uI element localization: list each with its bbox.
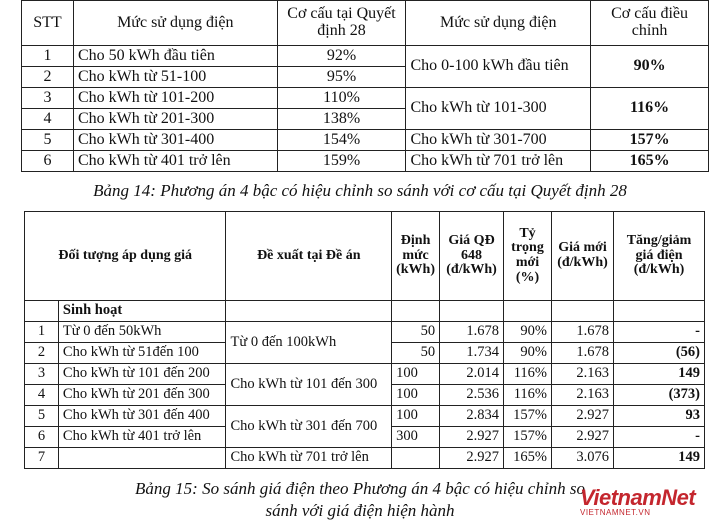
stt-cell: 4 bbox=[22, 109, 74, 130]
old-price-cell: 2.014 bbox=[440, 364, 504, 385]
quota-cell: 100 bbox=[392, 406, 440, 427]
header-cell: Mức sử dụng điện bbox=[73, 1, 277, 46]
stt-cell: 5 bbox=[25, 406, 59, 427]
change-cell: - bbox=[613, 427, 704, 448]
subject-cell: Từ 0 đến 50kWh bbox=[58, 322, 226, 343]
new-price-cell: 2.163 bbox=[552, 364, 614, 385]
table-row bbox=[22, 151, 709, 172]
stt-cell: 4 bbox=[25, 385, 59, 406]
stt-cell: 2 bbox=[25, 343, 59, 364]
stt-cell: 3 bbox=[25, 364, 59, 385]
quota-cell: 100 bbox=[392, 364, 440, 385]
quota-cell: 100 bbox=[392, 385, 440, 406]
subject-cell bbox=[58, 448, 226, 469]
proposal-cell: Cho kWh từ 701 trở lên bbox=[226, 448, 392, 469]
change-cell: 149 bbox=[613, 364, 704, 385]
change-cell: 149 bbox=[613, 448, 704, 469]
new-price-cell: 1.678 bbox=[552, 343, 614, 364]
adjusted-usage-cell: Cho kWh từ 101-300 bbox=[406, 88, 591, 130]
ratio-cell: 116% bbox=[504, 385, 552, 406]
table-header bbox=[22, 1, 709, 46]
header-cell: Đối tượng áp dụng giá bbox=[25, 212, 226, 301]
usage-cell: Cho kWh từ 51-100 bbox=[73, 67, 277, 88]
header-cell: Cơ cấu tại Quyết định 28 bbox=[277, 1, 406, 46]
new-price-cell: 3.076 bbox=[552, 448, 614, 469]
old-price-cell: 2.536 bbox=[440, 385, 504, 406]
table-row bbox=[22, 88, 709, 109]
table-row bbox=[25, 364, 705, 385]
header-cell: Tỷ trọng mới (%) bbox=[504, 212, 552, 301]
change-cell: 93 bbox=[613, 406, 704, 427]
structure-cell: 95% bbox=[277, 67, 406, 88]
usage-cell: Cho kWh từ 301-400 bbox=[73, 130, 277, 151]
usage-cell: Cho kWh từ 101-200 bbox=[73, 88, 277, 109]
header-cell: Giá mới (đ/kWh) bbox=[552, 212, 614, 301]
subject-cell: Cho kWh từ 101 đến 200 bbox=[58, 364, 226, 385]
header-cell: Định mức (kWh) bbox=[392, 212, 440, 301]
stt-cell: 6 bbox=[25, 427, 59, 448]
ratio-cell: 116% bbox=[504, 364, 552, 385]
header-cell: Đề xuất tại Đề án bbox=[226, 212, 392, 301]
caption-14: Bảng 14: Phương án 4 bậc có hiệu chỉnh so sánh với cơ cấu tại Quyết định 28 bbox=[93, 181, 627, 200]
header-cell: Mức sử dụng điện bbox=[406, 1, 591, 46]
stt-cell: 1 bbox=[22, 46, 74, 67]
adjusted-structure-cell: 116% bbox=[591, 88, 709, 130]
header-cell: Giá QĐ 648 (đ/kWh) bbox=[440, 212, 504, 301]
subject-cell: Cho kWh từ 51đến 100 bbox=[58, 343, 226, 364]
old-price-cell: 2.834 bbox=[440, 406, 504, 427]
ratio-cell: 90% bbox=[504, 343, 552, 364]
subject-cell: Cho kWh từ 201 đến 300 bbox=[58, 385, 226, 406]
proposal-cell: Từ 0 đến 100kWh bbox=[226, 322, 392, 364]
new-price-cell: 2.927 bbox=[552, 427, 614, 448]
stt-cell: 5 bbox=[22, 130, 74, 151]
structure-cell: 110% bbox=[277, 88, 406, 109]
table-15 bbox=[24, 211, 705, 469]
logo-text: VietnamNet bbox=[580, 485, 696, 510]
new-price-cell: 1.678 bbox=[552, 322, 614, 343]
section-row bbox=[25, 301, 705, 322]
adjusted-structure-cell: 165% bbox=[591, 151, 709, 172]
quota-cell bbox=[392, 448, 440, 469]
adjusted-usage-cell: Cho kWh từ 701 trở lên bbox=[406, 151, 591, 172]
table-row bbox=[25, 448, 705, 469]
stt-cell: 7 bbox=[25, 448, 59, 469]
ratio-cell: 157% bbox=[504, 427, 552, 448]
logo-subtext: VIETNAMNET.VN bbox=[580, 508, 651, 517]
usage-cell: Cho 50 kWh đầu tiên bbox=[73, 46, 277, 67]
change-cell: - bbox=[613, 322, 704, 343]
change-cell: (373) bbox=[613, 385, 704, 406]
ratio-cell: 157% bbox=[504, 406, 552, 427]
table-14 bbox=[21, 0, 709, 172]
table-row bbox=[25, 406, 705, 427]
change-cell: (56) bbox=[613, 343, 704, 364]
usage-cell: Cho kWh từ 201-300 bbox=[73, 109, 277, 130]
usage-cell: Cho kWh từ 401 trở lên bbox=[73, 151, 277, 172]
ratio-cell: 165% bbox=[504, 448, 552, 469]
quota-cell: 50 bbox=[392, 343, 440, 364]
section-label: Sinh hoạt bbox=[58, 301, 226, 322]
structure-cell: 92% bbox=[277, 46, 406, 67]
new-price-cell: 2.163 bbox=[552, 385, 614, 406]
stt-cell: 2 bbox=[22, 67, 74, 88]
stt-cell: 1 bbox=[25, 322, 59, 343]
adjusted-usage-cell: Cho kWh từ 301-700 bbox=[406, 130, 591, 151]
quota-cell: 300 bbox=[392, 427, 440, 448]
table-row bbox=[25, 322, 705, 343]
table-row bbox=[22, 130, 709, 151]
stt-cell: 6 bbox=[22, 151, 74, 172]
header-cell: STT bbox=[22, 1, 74, 46]
header-cell: Cơ cấu điều chỉnh bbox=[591, 1, 709, 46]
old-price-cell: 1.678 bbox=[440, 322, 504, 343]
structure-cell: 138% bbox=[277, 109, 406, 130]
subject-cell: Cho kWh từ 401 trở lên bbox=[58, 427, 226, 448]
quota-cell: 50 bbox=[392, 322, 440, 343]
table-row bbox=[22, 46, 709, 67]
adjusted-structure-cell: 157% bbox=[591, 130, 709, 151]
header-cell: Tăng/giảm giá điện (đ/kWh) bbox=[613, 212, 704, 301]
proposal-cell: Cho kWh từ 101 đến 300 bbox=[226, 364, 392, 406]
old-price-cell: 2.927 bbox=[440, 427, 504, 448]
adjusted-structure-cell: 90% bbox=[591, 46, 709, 88]
ratio-cell: 90% bbox=[504, 322, 552, 343]
stt-cell: 3 bbox=[22, 88, 74, 109]
proposal-cell: Cho kWh từ 301 đến 700 bbox=[226, 406, 392, 448]
structure-cell: 154% bbox=[277, 130, 406, 151]
subject-cell: Cho kWh từ 301 đến 400 bbox=[58, 406, 226, 427]
old-price-cell: 2.927 bbox=[440, 448, 504, 469]
structure-cell: 159% bbox=[277, 151, 406, 172]
vietnamnet-logo bbox=[580, 485, 710, 521]
old-price-cell: 1.734 bbox=[440, 343, 504, 364]
caption-15: Bảng 15: So sánh giá điện theo Phương án 4 bậc có hiệu chỉnh so sánh với giá điện hiện hành bbox=[135, 479, 585, 520]
table-header bbox=[25, 212, 705, 301]
adjusted-usage-cell: Cho 0-100 kWh đầu tiên bbox=[406, 46, 591, 88]
new-price-cell: 2.927 bbox=[552, 406, 614, 427]
